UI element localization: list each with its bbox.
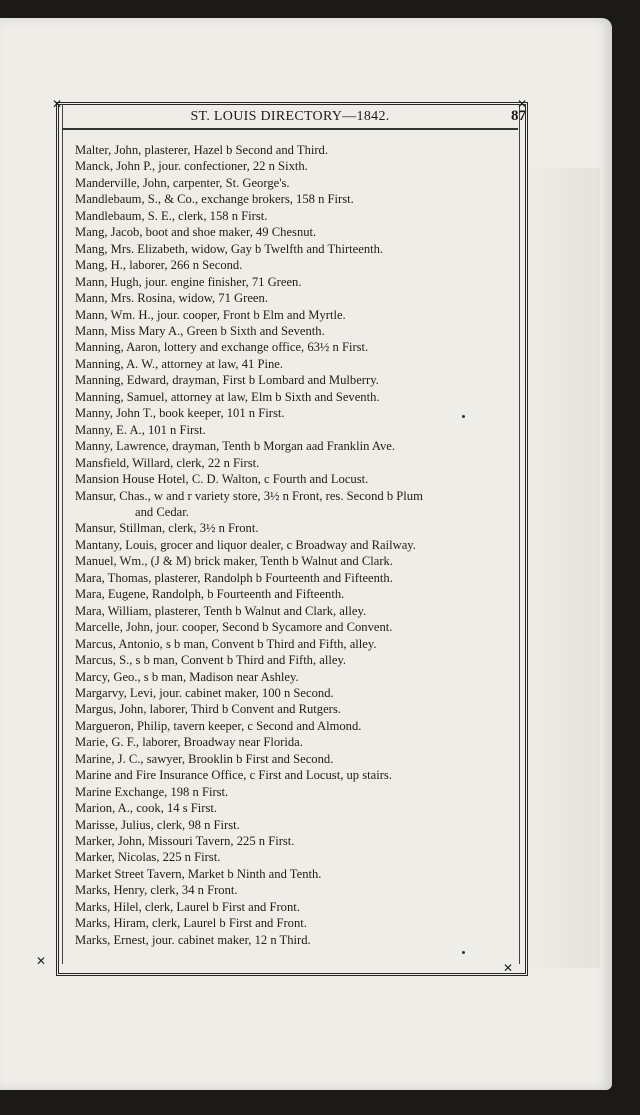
directory-entry: Malter, John, plasterer, Hazel b Second and Third. bbox=[75, 143, 329, 157]
directory-entry: Marks, Hiram, clerk, Laurel b First and Front. bbox=[75, 916, 307, 931]
directory-entry: Mann, Miss Mary A., Green b Sixth and Seventh. bbox=[75, 323, 325, 338]
directory-entry: Mann, Mrs. Rosina, widow, 71 Green. bbox=[75, 291, 268, 306]
page-title: ST. LOUIS DIRECTORY—1842. bbox=[190, 109, 390, 124]
directory-entry-continuation: and Cedar. bbox=[135, 504, 189, 519]
directory-entry: Mandlebaum, S. E., clerk, 158 n First. bbox=[75, 208, 268, 223]
directory-entry: Manny, John T., book keeper, 101 n First. bbox=[75, 406, 285, 421]
directory-entry: Marker, Nicolas, 225 n First. bbox=[75, 850, 221, 865]
directory-entry: Marie, G. F., laborer, Broadway near Florida. bbox=[75, 735, 303, 750]
directory-entry: Mansur, Chas., w and r variety store, 3½ n Front, res. Second b Plum bbox=[75, 488, 423, 503]
directory-entry: Marion, A., cook, 14 s First. bbox=[75, 801, 218, 816]
running-header bbox=[62, 108, 526, 130]
directory-entry: Manning, Aaron, lottery and exchange office, 63½ n First. bbox=[75, 340, 369, 355]
corner-ornament-icon: ✕ bbox=[36, 954, 47, 968]
directory-entry: Mang, H., laborer, 266 n Second. bbox=[75, 258, 243, 273]
directory-entry: Mang, Mrs. Elizabeth, widow, Gay b Twelfth and Thirteenth. bbox=[75, 241, 384, 256]
corner-ornament-icon: ✕ bbox=[517, 97, 528, 111]
directory-entry: Mantany, Louis, grocer and liquor dealer, c Broadway and Railway. bbox=[75, 537, 416, 552]
directory-entry: Margus, John, laborer, Third b Convent and Rutgers. bbox=[75, 702, 341, 717]
directory-entry: Manny, Lawrence, drayman, Tenth b Morgan aad Franklin Ave. bbox=[75, 439, 396, 454]
directory-entry: Marine Exchange, 198 n First. bbox=[75, 784, 229, 799]
directory-entry: Mansur, Stillman, clerk, 3½ n Front. bbox=[75, 521, 259, 536]
directory-entry: Mandlebaum, S., & Co., exchange brokers, 158 n First. bbox=[75, 192, 354, 207]
directory-entry: Marisse, Julius, clerk, 98 n First. bbox=[75, 817, 240, 832]
directory-entry: Margueron, Philip, tavern keeper, c Second and Almond. bbox=[75, 718, 362, 733]
directory-entry: Manck, John P., jour. confectioner, 22 n Sixth. bbox=[75, 159, 308, 174]
directory-entry: Mara, Eugene, Randolph, b Fourteenth and Fifteenth. bbox=[75, 587, 345, 602]
directory-entry: Mang, Jacob, boot and shoe maker, 49 Chesnut. bbox=[75, 225, 317, 240]
corner-ornament-icon: ✕ bbox=[52, 97, 63, 111]
directory-entries bbox=[75, 142, 515, 948]
directory-entry: Manny, E. A., 101 n First. bbox=[75, 422, 206, 437]
directory-entry: Margarvy, Levi, jour. cabinet maker, 100 n Second. bbox=[75, 685, 334, 700]
directory-entry: Mara, Thomas, plasterer, Randolph b Fourteenth and Fifteenth. bbox=[75, 570, 393, 585]
directory-entry: Mara, William, plasterer, Tenth b Walnut and Clark, alley. bbox=[75, 603, 367, 618]
ink-speck bbox=[462, 951, 465, 954]
directory-entry: Marine, J. C., sawyer, Brooklin b First and Second. bbox=[75, 751, 334, 766]
directory-entry: Marker, John, Missouri Tavern, 225 n First. bbox=[75, 834, 295, 849]
directory-entry: Marks, Ernest, jour. cabinet maker, 12 n Third. bbox=[75, 932, 311, 947]
directory-entry: Market Street Tavern, Market b Ninth and Tenth. bbox=[75, 866, 322, 881]
directory-entry: Mansfield, Willard, clerk, 22 n First. bbox=[75, 455, 260, 470]
directory-entry: Marine and Fire Insurance Office, c First and Locust, up stairs. bbox=[75, 768, 392, 783]
corner-ornament-icon: ✕ bbox=[503, 961, 514, 975]
directory-entry: Manning, A. W., attorney at law, 41 Pine. bbox=[75, 356, 284, 371]
directory-entry: Mann, Wm. H., jour. cooper, Front b Elm and Myrtle. bbox=[75, 307, 346, 322]
directory-entry: Marcy, Geo., s b man, Madison near Ashley. bbox=[75, 669, 299, 684]
directory-entry: Marcelle, John, jour. cooper, Second b Sycamore and Convent. bbox=[75, 620, 393, 635]
directory-entry: Marks, Henry, clerk, 34 n Front. bbox=[75, 883, 238, 898]
directory-entry: Marcus, S., s b man, Convent b Third and Fifth, alley. bbox=[75, 653, 347, 668]
directory-entry: Manning, Edward, drayman, First b Lombard and Mulberry. bbox=[75, 373, 379, 388]
directory-entry: Marcus, Antonio, s b man, Convent b Third and Fifth, alley. bbox=[75, 636, 377, 651]
directory-entry: Manuel, Wm., (J & M) brick maker, Tenth b Walnut and Clark. bbox=[75, 554, 393, 569]
ink-speck bbox=[462, 415, 465, 418]
page-number: 87 bbox=[511, 108, 526, 124]
directory-entry: Mansion House Hotel, C. D. Walton, c Fourth and Locust. bbox=[75, 472, 369, 487]
directory-entry: Mann, Hugh, jour. engine finisher, 71 Green. bbox=[75, 274, 302, 289]
directory-entry: Marks, Hilel, clerk, Laurel b First and Front. bbox=[75, 899, 300, 914]
directory-entry: Manning, Samuel, attorney at law, Elm b Sixth and Seventh. bbox=[75, 389, 380, 404]
show-through-text bbox=[520, 168, 600, 968]
directory-entry: Manderville, John, carpenter, St. George's. bbox=[75, 175, 290, 190]
